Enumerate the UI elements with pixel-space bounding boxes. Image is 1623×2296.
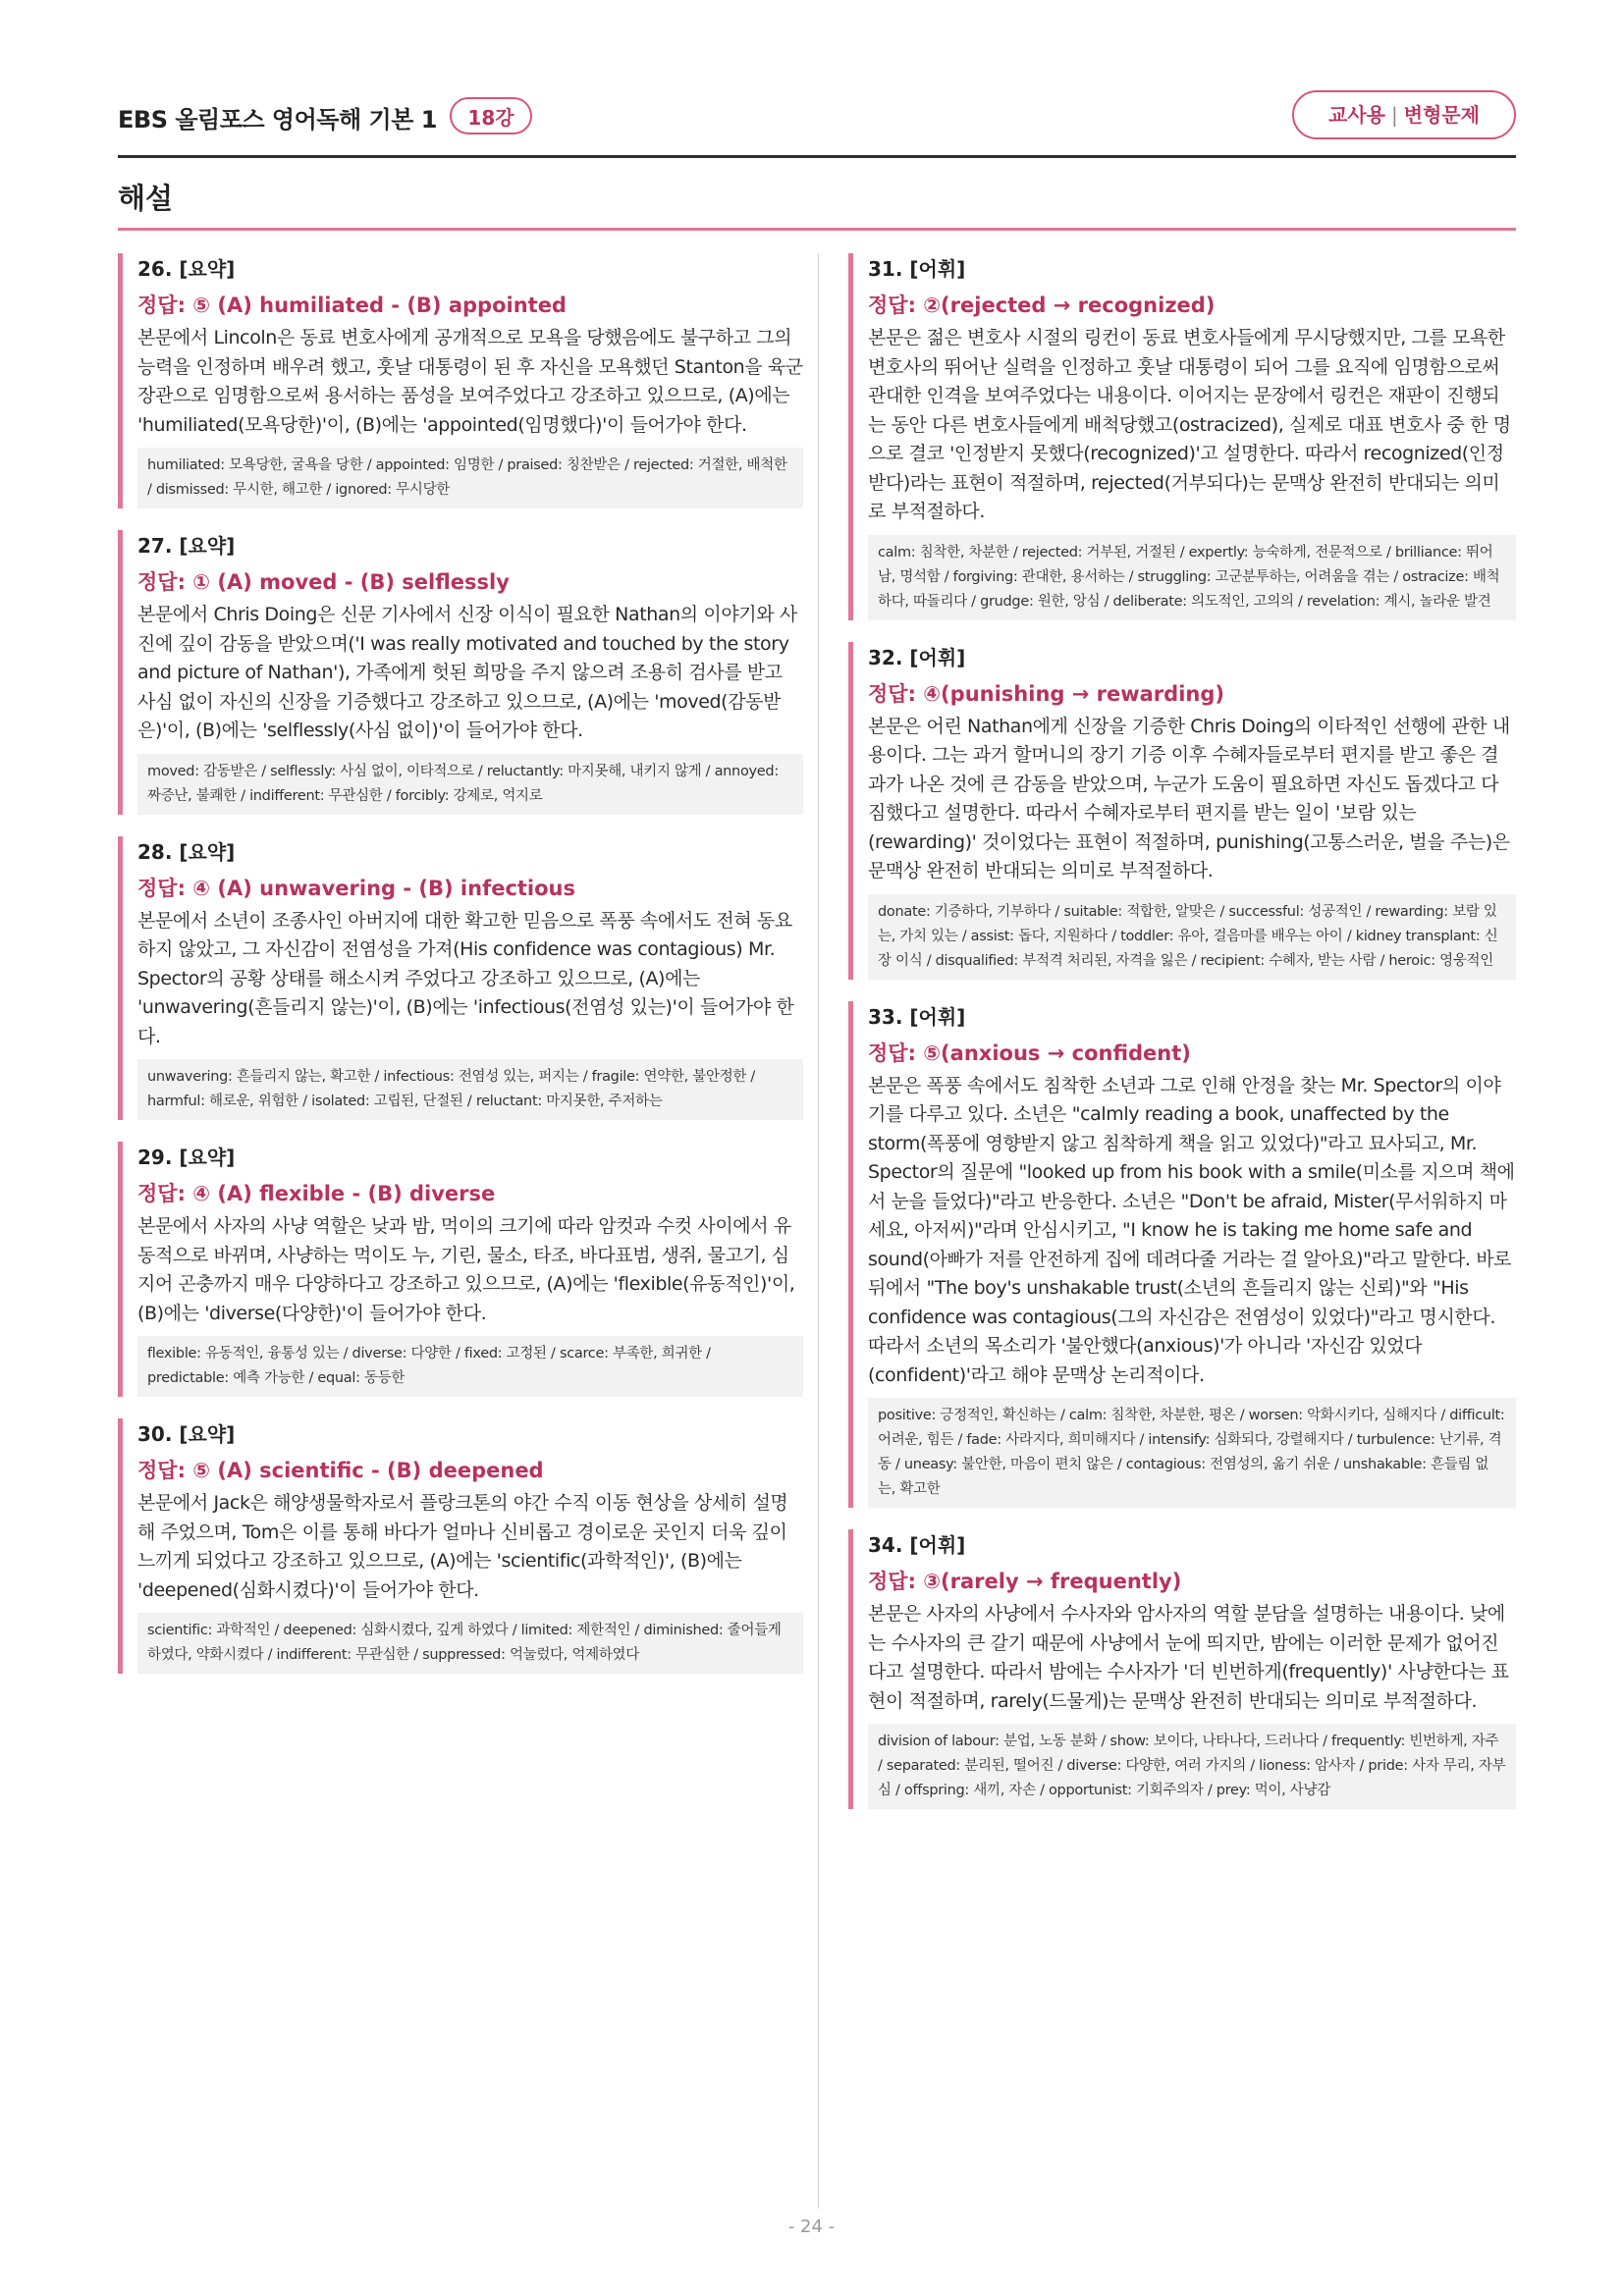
page-header xyxy=(118,90,1516,149)
lesson-badge: 18강 xyxy=(450,97,532,134)
answer-item xyxy=(118,530,803,815)
answer-line: 정답: ④ (A) unwavering - (B) infectious xyxy=(137,876,576,900)
answer-line: 정답: ⑤ (A) scientific - (B) deepened xyxy=(137,1459,544,1482)
page-number: - 24 - xyxy=(787,2216,836,2237)
answer-item xyxy=(118,836,803,1121)
answer-item xyxy=(848,642,1516,980)
answer-item xyxy=(118,1142,803,1397)
answer-item xyxy=(118,1418,803,1674)
answer-line: 정답: ① (A) moved - (B) selflessly xyxy=(137,570,510,594)
document-type-badge xyxy=(1292,90,1516,139)
explanation-text: 본문은 젊은 변호사 시절의 링컨이 동료 변호사들에게 무시당했지만, 그를 모욕한 변호사의 뛰어난 실력을 인정하고 훗날 대통령이 되어 그를 요직에 임명함으로써 관대한 인격을 보여주었다는 내용이다. 이어지는 문장에서 링컨은 재판이 진행되는 동안 다른 변호사들에게 배척당했고(ostracized), 실제로 대표 변호사 중 한 명으로 결코 '인정받지 못했다(recognized)'고 설명한다. 따라서 recognized(인정받다)라는 표현이 적절하며, rejected(거부되다)는 문맥상 완전히 반대되는 의미로 부적절하다. xyxy=(868,327,1511,522)
vocabulary-box: donate: 기증하다, 기부하다 / suitable: 적합한, 알맞은 / successful: 성공적인 / rewarding: 보람 있는, 가치 있는 / assist: 돕다, 지원하다 / toddler: 유아, 걸음마를 배우는 아이 / kidney transplant: 신장 이식 / disqualified: 부적격 처리된, 자격을 잃은 / recipient: 수혜자, 받는 사람 / heroic: 영웅적인 xyxy=(868,894,1516,980)
answer-item xyxy=(118,253,803,508)
left-column xyxy=(118,253,803,1695)
answer-line: 정답: ⑤ (A) humiliated - (B) appointed xyxy=(137,294,567,317)
explanation-text: 본문은 사자의 사냥에서 수사자와 암사자의 역할 분담을 설명하는 내용이다. 낮에는 수사자의 큰 갈기 때문에 사냥에서 눈에 띄지만, 밤에는 이러한 문제가 없어진다고 설명한다. 따라서 밤에는 수사자가 '더 빈번하게(frequently)' 사냥한다는 표현이 적절하며, rarely(드물게)는 문맥상 완전히 반대되는 의미로 부적절하다. xyxy=(868,1603,1509,1712)
vocabulary-box: division of labour: 분업, 노동 분화 / show: 보이다, 나타나다, 드러나다 / frequently: 빈번하게, 자주 / separated: 분리된, 떨어진 / diverse: 다양한, 여러 가지의 / lioness: 암사자 / pride: 사자 무리, 자부심 / offspring: 새끼, 자손 / opportunist: 기회주의자 / prey: 먹이, 사냥감 xyxy=(868,1724,1516,1809)
answer-line: 정답: ④ (A) flexible - (B) diverse xyxy=(137,1182,496,1205)
answer-item xyxy=(848,1529,1516,1809)
explanation-text: 본문은 폭풍 속에서도 침착한 소년과 그로 인해 안정을 찾는 Mr. Spector의 이야기를 다루고 있다. 소년은 "calmly reading a book, unaffected by the storm(폭풍에 영향받지 않고 침착하게 책을 읽고 있었다)"라고 묘사되고, Mr. Spector의 질문에 "looked up from his book with a smile(미소를 지으며 책에서 눈을 들었다)"라고 반응한다. 소년은 "Don't be afraid, Mister(무서워하지 마세요, 아저씨)"라며 안심시키고, "I know he is taking me home safe and sound(아빠가 저를 안전하게 집에 데려다줄 거라는 걸 알아요)"라고 말한다. 바로 뒤에서 "The boy's unshakable trust(소년의 흔들리지 않는 신뢰)"와 "His confidence was contagious(그의 자신감은 전염성이 있었다)"라고 명시한다. 따라서 소년의 목소리가 '불안했다(anxious)'가 아니라 '자신감 있었다(confident)'라고 해야 문맥상 논리적이다. xyxy=(868,1074,1515,1386)
explanation-text: 본문은 어린 Nathan에게 신장을 기증한 Chris Doing의 이타적인 선행에 관한 내용이다. 그는 과거 할머니의 장기 기증 이후 수혜자들로부터 편지를 받고 좋은 결과가 나온 것에 큰 감동을 받았으며, 누군가 도움이 필요하면 자신도 돕겠다고 다짐했다고 설명한다. 따라서 수혜자로부터 편지를 받는 일이 '보람 있는(rewarding)' 것이었다는 표현이 적절하며, punishing(고통스러운, 벌을 주는)은 문맥상 완전히 반대되는 의미로 부적절하다. xyxy=(868,715,1510,881)
answer-line: 정답: ②(rejected → recognized) xyxy=(868,294,1216,317)
column-divider xyxy=(818,253,819,2209)
explanation-text: 본문에서 Chris Doing은 신문 기사에서 신장 이식이 필요한 Nathan의 이야기와 사진에 깊이 감동을 받았으며('I was really motivated and touched by the story and picture of Nathan'), 가족에게 헛된 희망을 주지 않으려 조용히 검사를 받고 사심 없이 자신의 신장을 기증했다고 강조하고 있으므로, (A)에는 'moved(감동받은)'이, (B)에는 'selflessly(사심 없이)'이 들어가야 한다. xyxy=(137,604,797,741)
type-label-variant: 변형문제 xyxy=(1403,103,1480,127)
question-number: 31. [어휘] xyxy=(868,257,966,281)
answer-item xyxy=(848,1001,1516,1509)
vocabulary-box: humiliated: 모욕당한, 굴욕을 당한 / appointed: 임명한 / praised: 칭찬받은 / rejected: 거절한, 배척한 / dismissed: 무시한, 해고한 / ignored: 무시당한 xyxy=(137,448,803,508)
right-column xyxy=(848,253,1516,1831)
vocabulary-box: moved: 감동받은 / selflessly: 사심 없이, 이타적으로 / reluctantly: 마지못해, 내키지 않게 / annoyed: 짜증난, 불쾌한 / indifferent: 무관심한 / forcibly: 강제로, 억지로 xyxy=(137,754,803,815)
vocabulary-box: positive: 긍정적인, 확신하는 / calm: 침착한, 차분한, 평온 / worsen: 악화시키다, 심해지다 / difficult: 어려운, 힘든 / fade: 사라지다, 희미해지다 / intensify: 심화되다, 강렬해지다 / turbulence: 난기류, 격동 / uneasy: 불안한, 마음이 편치 않은 / contagious: 전염성의, 옮기 쉬운 / unshakable: 흔들림 없는, 확고한 xyxy=(868,1398,1516,1508)
question-number: 30. [요약] xyxy=(137,1422,236,1446)
header-divider xyxy=(118,155,1516,158)
answer-line: 정답: ⑤(anxious → confident) xyxy=(868,1041,1191,1065)
question-number: 26. [요약] xyxy=(137,257,236,281)
answer-item xyxy=(848,253,1516,620)
vocabulary-box: scientific: 과학적인 / deepened: 심화시켰다, 깊게 하였다 / limited: 제한적인 / diminished: 줄어들게 하였다, 약화시켰다 / indifferent: 무관심한 / suppressed: 억눌렀다, 억제하였다 xyxy=(137,1613,803,1674)
section-divider xyxy=(118,228,1516,231)
vocabulary-box: flexible: 유동적인, 융통성 있는 / diverse: 다양한 / fixed: 고정된 / scarce: 부족한, 희귀한 / predictable: 예측 가능한 / equal: 동등한 xyxy=(137,1336,803,1397)
vocabulary-box: unwavering: 흔들리지 않는, 확고한 / infectious: 전염성 있는, 퍼지는 / fragile: 연약한, 불안정한 / harmful: 해로운, 위험한 / isolated: 고립된, 단절된 / reluctant: 마지못한, 주저하는 xyxy=(137,1059,803,1120)
question-number: 33. [어휘] xyxy=(868,1004,966,1029)
question-number: 32. [어휘] xyxy=(868,645,966,669)
explanation-text: 본문에서 Lincoln은 동료 변호사에게 공개적으로 모욕을 당했음에도 불구하고 그의 능력을 인정하며 배우려 했고, 훗날 대통령이 된 후 자신을 모욕했던 Stanton을 육군 장관으로 임명함으로써 용서하는 품성을 보여주었다고 강조하고 있으므로, (A)에는 'humiliated(모욕당한)'이, (B)에는 'appointed(임명했다)'이 들어가야 한다. xyxy=(137,327,803,436)
type-label-teacher: 교사용 xyxy=(1328,103,1385,127)
explanation-text: 본문에서 사자의 사냥 역할은 낮과 밤, 먹이의 크기에 따라 암컷과 수컷 사이에서 유동적으로 바뀌며, 사냥하는 먹이도 누, 기린, 물소, 타조, 바다표범, 생쥐, 물고기, 심지어 곤충까지 매우 다양하다고 강조하고 있으므로, (A)에는 'flexible(유동적인)'이, (B)에는 'diverse(다양한)'이 들어가야 한다. xyxy=(137,1215,795,1324)
question-number: 34. [어휘] xyxy=(868,1533,966,1557)
answer-line: 정답: ④(punishing → rewarding) xyxy=(868,681,1224,706)
question-number: 29. [요약] xyxy=(137,1146,236,1169)
explanation-text: 본문에서 소년이 조종사인 아버지에 대한 확고한 믿음으로 폭풍 속에서도 전혀 동요하지 않았고, 그 자신감이 전염성을 가져(His confidence was contagious) Mr. Spector의 공황 상태를 해소시켜 주었다고 강조하고 있으므로, (A)에는 'unwavering(흔들리지 않는)'이, (B)에는 'infectious(전염성 있는)'이 들어가야 한다. xyxy=(137,909,794,1047)
question-number: 27. [요약] xyxy=(137,534,236,558)
question-number: 28. [요약] xyxy=(137,839,236,864)
vocabulary-box: calm: 침착한, 차분한 / rejected: 거부된, 거절된 / expertly: 능숙하게, 전문적으로 / brilliance: 뛰어남, 명석함 / forgiving: 관대한, 용서하는 / struggling: 고군분투하는, 어려움을 겪는 / ostracize: 배척하다, 따돌리다 / grudge: 원한, 앙심 / deliberate: 의도적인, 고의의 / revelation: 계시, 놀라운 발견 xyxy=(868,535,1516,620)
document-title: EBS 올림포스 영어독해 기본 1 xyxy=(118,106,437,133)
explanation-text: 본문에서 Jack은 해양생물학자로서 플랑크톤의 야간 수직 이동 현상을 상세히 설명해 주었으며, Tom은 이를 통해 바다가 얼마나 신비롭고 경이로운 곳인지 더욱 깊이 느끼게 되었다고 강조하고 있으므로, (A)에는 'scientific(과학적인)', (B)에는 'deepened(심화시켰다)'이 들어가야 한다. xyxy=(137,1492,788,1601)
section-title: 해설 xyxy=(118,182,174,215)
type-separator: | xyxy=(1390,103,1398,127)
answer-line: 정답: ③(rarely → frequently) xyxy=(868,1570,1182,1593)
